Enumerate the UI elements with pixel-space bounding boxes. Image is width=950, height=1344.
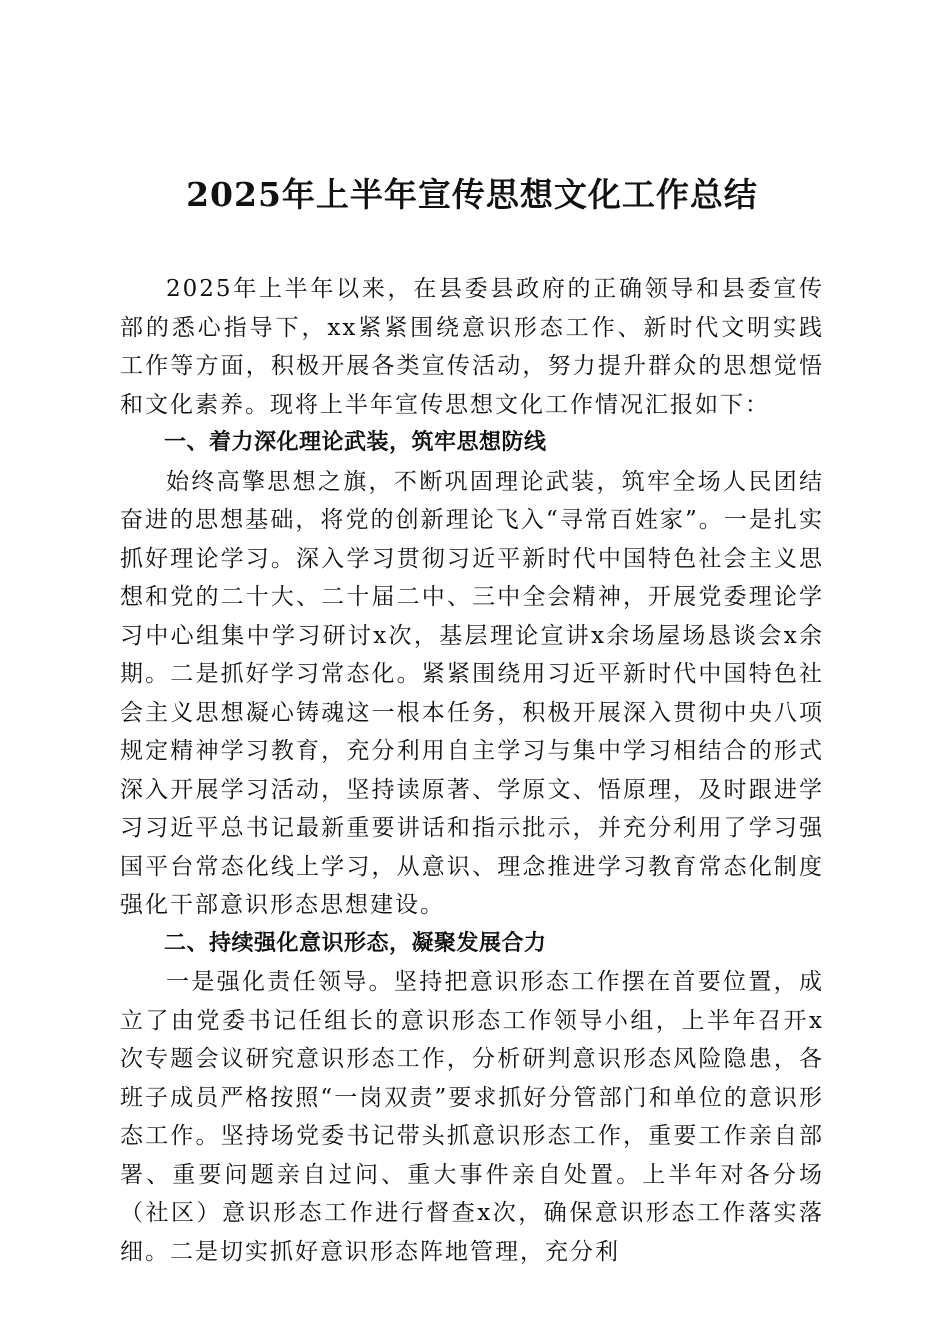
document-title: 2025年上半年宣传思想文化工作总结 — [186, 175, 758, 214]
section-body-2: 一是强化责任领导。坚持把意识形态工作摆在首要位置，成立了由党委书记任组长的意识形态工作领导小组，上半年召开x次专题会议研究意识形态工作，分析研判意识形态风险隐患，各班子成员严格按照“一岗双责”要求抓好分管部门和单位的意识形态工作。坚持场党委书记带头抓意识形态工作，重要工作亲自部署、重要问题亲自过问、重大事件亲自处置。上半年对各分场（社区）意识形态工作进行督查x次，确保意识形态工作落实落细。二是切实抓好意识形态阵地管理，充分利 — [120, 969, 824, 1265]
document-content — [120, 170, 824, 1271]
intro-paragraph: 2025年上半年以来，在县委县政府的正确领导和县委宣传部的悉心指导下，xx紧紧围绕意识形态工作、新时代文明实践工作等方面，积极开展各类宣传活动，努力提升群众的思想觉悟和文化素养。现将上半年宣传思想文化工作情况汇报如下： — [120, 276, 824, 418]
section-heading-1: 一、着力深化理论武装，筑牢思想防线 — [164, 430, 547, 455]
section-heading-2: 二、持续强化意识形态，凝聚发展合力 — [164, 930, 547, 956]
section-body-1: 始终高擎思想之旗，不断巩固理论武装，筑牢全场人民团结奋进的思想基础，将党的创新理论飞入“寻常百姓家”。一是扎实抓好理论学习。深入学习贯彻习近平新时代中国特色社会主义思想和党的二十大、二十届二中、三中全会精神，开展党委理论学习中心组集中学习研讨x次，基层理论宣讲x余场屋场恳谈会x余期。二是抓好学习常态化。紧紧围绕用习近平新时代中国特色社会主义思想凝心铸魂这一根本任务，积极开展深入贯彻中央八项规定精神学习教育，充分利用自主学习与集中学习相结合的形式深入开展学习活动，坚持读原著、学原文、悟原理，及时跟进学习习近平总书记最新重要讲话和指示批示，并充分利用了学习强国平台常态化线上学习，从意识、理念推进学习教育常态化制度强化干部意识形态思想建设。 — [120, 468, 824, 918]
